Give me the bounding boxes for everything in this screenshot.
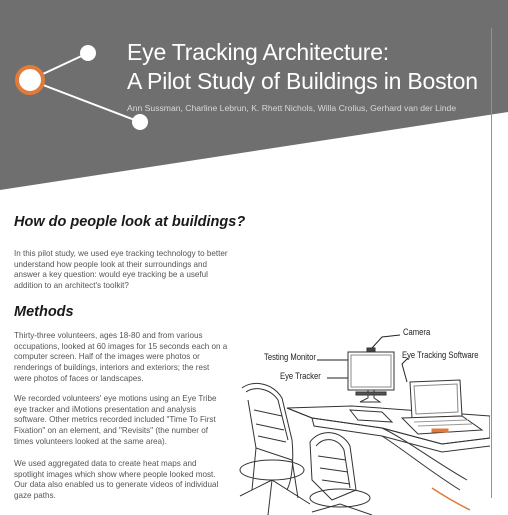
- methods-paragraph-3: We used aggregated data to create heat maps and spotlight images which show where people looked most. Our data also enabled us to generate videos of individual gaze paths.: [14, 459, 219, 501]
- testing-monitor-drawing: [348, 348, 394, 402]
- author-list: Ann Sussman, Charline Lebrun, K. Rhett Nichols, Willa Crolius, Gerhard van der Linde: [127, 103, 457, 113]
- node-dot-bottom: [132, 114, 148, 130]
- title-block: [127, 38, 497, 113]
- chair-right: [310, 433, 372, 515]
- node-dot-top: [80, 45, 96, 61]
- title-line-1: Eye Tracking Architecture:: [127, 39, 389, 65]
- header-band: [0, 0, 508, 190]
- intro-paragraph: In this pilot study, we used eye tracking technology to better understand how people look at their surroundings and answer a key question: would eye tracking be a useful addition to an architect's toolkit?: [14, 249, 228, 291]
- desk-accent: [432, 488, 470, 510]
- section-heading-methods: Methods: [14, 304, 74, 320]
- methods-paragraph-1: Thirty-three volunteers, ages 18-80 and from various occupations, looked at 60 images for 15 seconds each on a computer screen. Half of the images were photos or renderings of buildings, interiors and exteriors; the rest were photos of faces or landscapes.: [14, 331, 228, 383]
- laptop-drawing: [402, 380, 482, 434]
- methods-paragraph-2: We recorded volunteers' eye motions using an Eye Tribe eye tracker and iMotions presentation and analysis software. Other metrics recorded included "Time To First Fixation" on an element, and "Revisits" (the number of times volunteers looked at the same area).: [14, 394, 217, 446]
- title-line-2: A Pilot Study of Buildings in Boston: [127, 68, 478, 94]
- label-camera: Camera: [403, 327, 431, 337]
- label-eye-tracking-software: Eye Tracking Software: [402, 350, 479, 360]
- accent-rule: [491, 28, 492, 498]
- chair-left: [240, 383, 310, 515]
- label-eye-tracker: Eye Tracker: [280, 371, 321, 381]
- section-heading-intro: How do people look at buildings?: [14, 214, 246, 230]
- label-testing-monitor: Testing Monitor: [264, 352, 316, 362]
- node-ring-main: [17, 67, 43, 93]
